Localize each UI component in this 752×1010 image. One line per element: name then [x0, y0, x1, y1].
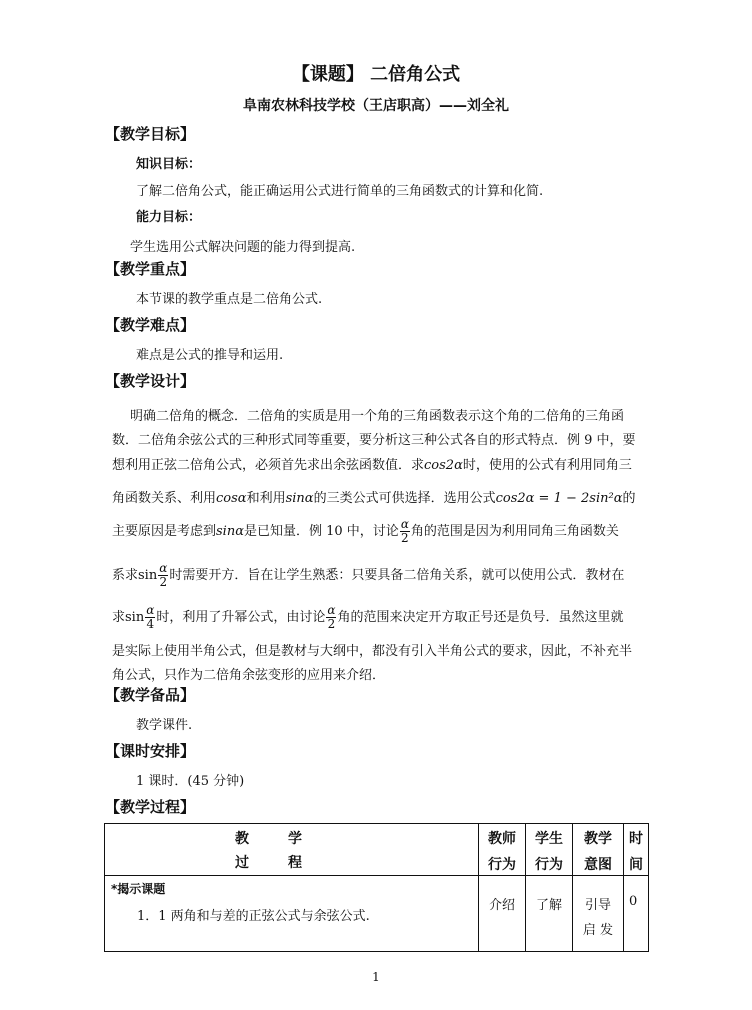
section-heading-materials: 【教学备品】: [105, 686, 196, 704]
formula-cos2a-identity: cos2α = 1 − 2sin²α: [495, 491, 623, 506]
ability-goal-text: 学生选用公式解决问题的能力得到提高.: [130, 240, 356, 255]
design-line-3: 想利用正弦二倍角公式，必须首先求出余弦函数值．求cos2α时，使用的公式有利用同角三: [112, 458, 632, 473]
difficult-point-text: 难点是公式的推导和运用.: [136, 348, 284, 363]
header-process: 教 学 过 程: [105, 824, 479, 876]
formula-sina: sinα: [285, 491, 314, 506]
schedule-text: 1 课时．(45 分钟): [136, 774, 245, 789]
formula-cosa: cosα: [216, 491, 247, 506]
process-table: [104, 823, 649, 952]
knowledge-goal-label: 知识目标：: [136, 157, 202, 172]
author-line: 阜南农林科技学校（王店职高）——刘全礼: [243, 98, 509, 114]
page-number: 1: [372, 970, 380, 984]
design-line-8: 是实际上使用半角公式，但是教材与大纲中，都没有引入半角公式的要求，因此，不补充半: [112, 644, 633, 659]
design-line-7: 求sin $\frac{\alpha}{4}$ 时，利用了升幂公式，由讨论 $\frac{\alpha}{2}$ 角的范围来决定开方取正号还是负号．虽然这里就: [112, 603, 624, 632]
fraction-alpha-over-2: $\frac{\alpha}{2}$: [159, 561, 168, 590]
cell-time: 0: [624, 876, 649, 952]
fraction-alpha-over-4: $\frac{\alpha}{4}$: [146, 603, 155, 632]
cell-student: 了解: [526, 876, 573, 952]
design-line-1: 明确二倍角的概念．二倍角的实质是用一个角的三角函数表示这个角的二倍角的三角函: [130, 409, 625, 424]
formula-sina-known: sinα: [216, 524, 244, 540]
knowledge-goal-text: 了解二倍角公式，能正确运用公式进行简单的三角函数式的计算和化简.: [136, 184, 544, 199]
fraction-alpha-over-2: $\frac{\alpha}{2}$: [327, 603, 336, 632]
design-line-4: 角函数关系、利用cosα和利用sinα的三类公式可供选择．选用公式cos2α = 1 − 2sin²α的: [112, 491, 636, 506]
section-heading-process: 【教学过程】: [105, 798, 196, 816]
design-line-2: 数．二倍角余弦公式的三种形式同等重要，要分析这三种公式各自的形式特点．例 9 中，要: [112, 433, 636, 448]
cell-teacher: 介绍: [479, 876, 526, 952]
cell-intent: 引导 启 发: [573, 876, 624, 952]
row-topic-item: 1．1 两角和与差的正弦公式与余弦公式.: [137, 909, 370, 924]
ability-goal-label: 能力目标：: [136, 210, 202, 225]
cell-process: [105, 876, 479, 952]
formula-cos2a: cos2α: [424, 458, 463, 473]
section-heading-goals: 【教学目标】: [105, 125, 196, 143]
section-heading-difficult: 【教学难点】: [105, 316, 196, 334]
header-intent: 教学 意图: [573, 824, 624, 876]
section-heading-schedule: 【课时安排】: [105, 742, 196, 760]
fraction-alpha-over-2: $\frac{\alpha}{2}$: [400, 517, 409, 546]
header-student: 学生 行为: [526, 824, 573, 876]
page-title: 【课题】 二倍角公式: [291, 64, 461, 85]
header-teacher: 教师 行为: [479, 824, 526, 876]
design-line-5: 主要原因是考虑到sinα是已知量．例 10 中，讨论 $\frac{\alpha}{2}$ 角的范围是因为利用同角三角函数关: [112, 517, 619, 546]
section-heading-key: 【教学重点】: [105, 260, 196, 278]
design-line-9: 角公式，只作为二倍角余弦变形的应用来介绍．: [112, 668, 386, 683]
section-heading-design: 【教学设计】: [105, 372, 196, 390]
key-point-text: 本节课的教学重点是二倍角公式.: [136, 292, 323, 307]
header-time: 时 间: [624, 824, 649, 876]
row-topic-heading: *揭示课题: [111, 882, 166, 896]
design-line-6: 系求sin $\frac{\alpha}{2}$ 时需要开方．旨在让学生熟悉：只要具备二倍角关系，就可以使用公式．教材在: [112, 561, 625, 590]
materials-text: 教学课件.: [136, 718, 193, 733]
table-header-row: [105, 824, 649, 876]
table-row: [105, 876, 649, 952]
